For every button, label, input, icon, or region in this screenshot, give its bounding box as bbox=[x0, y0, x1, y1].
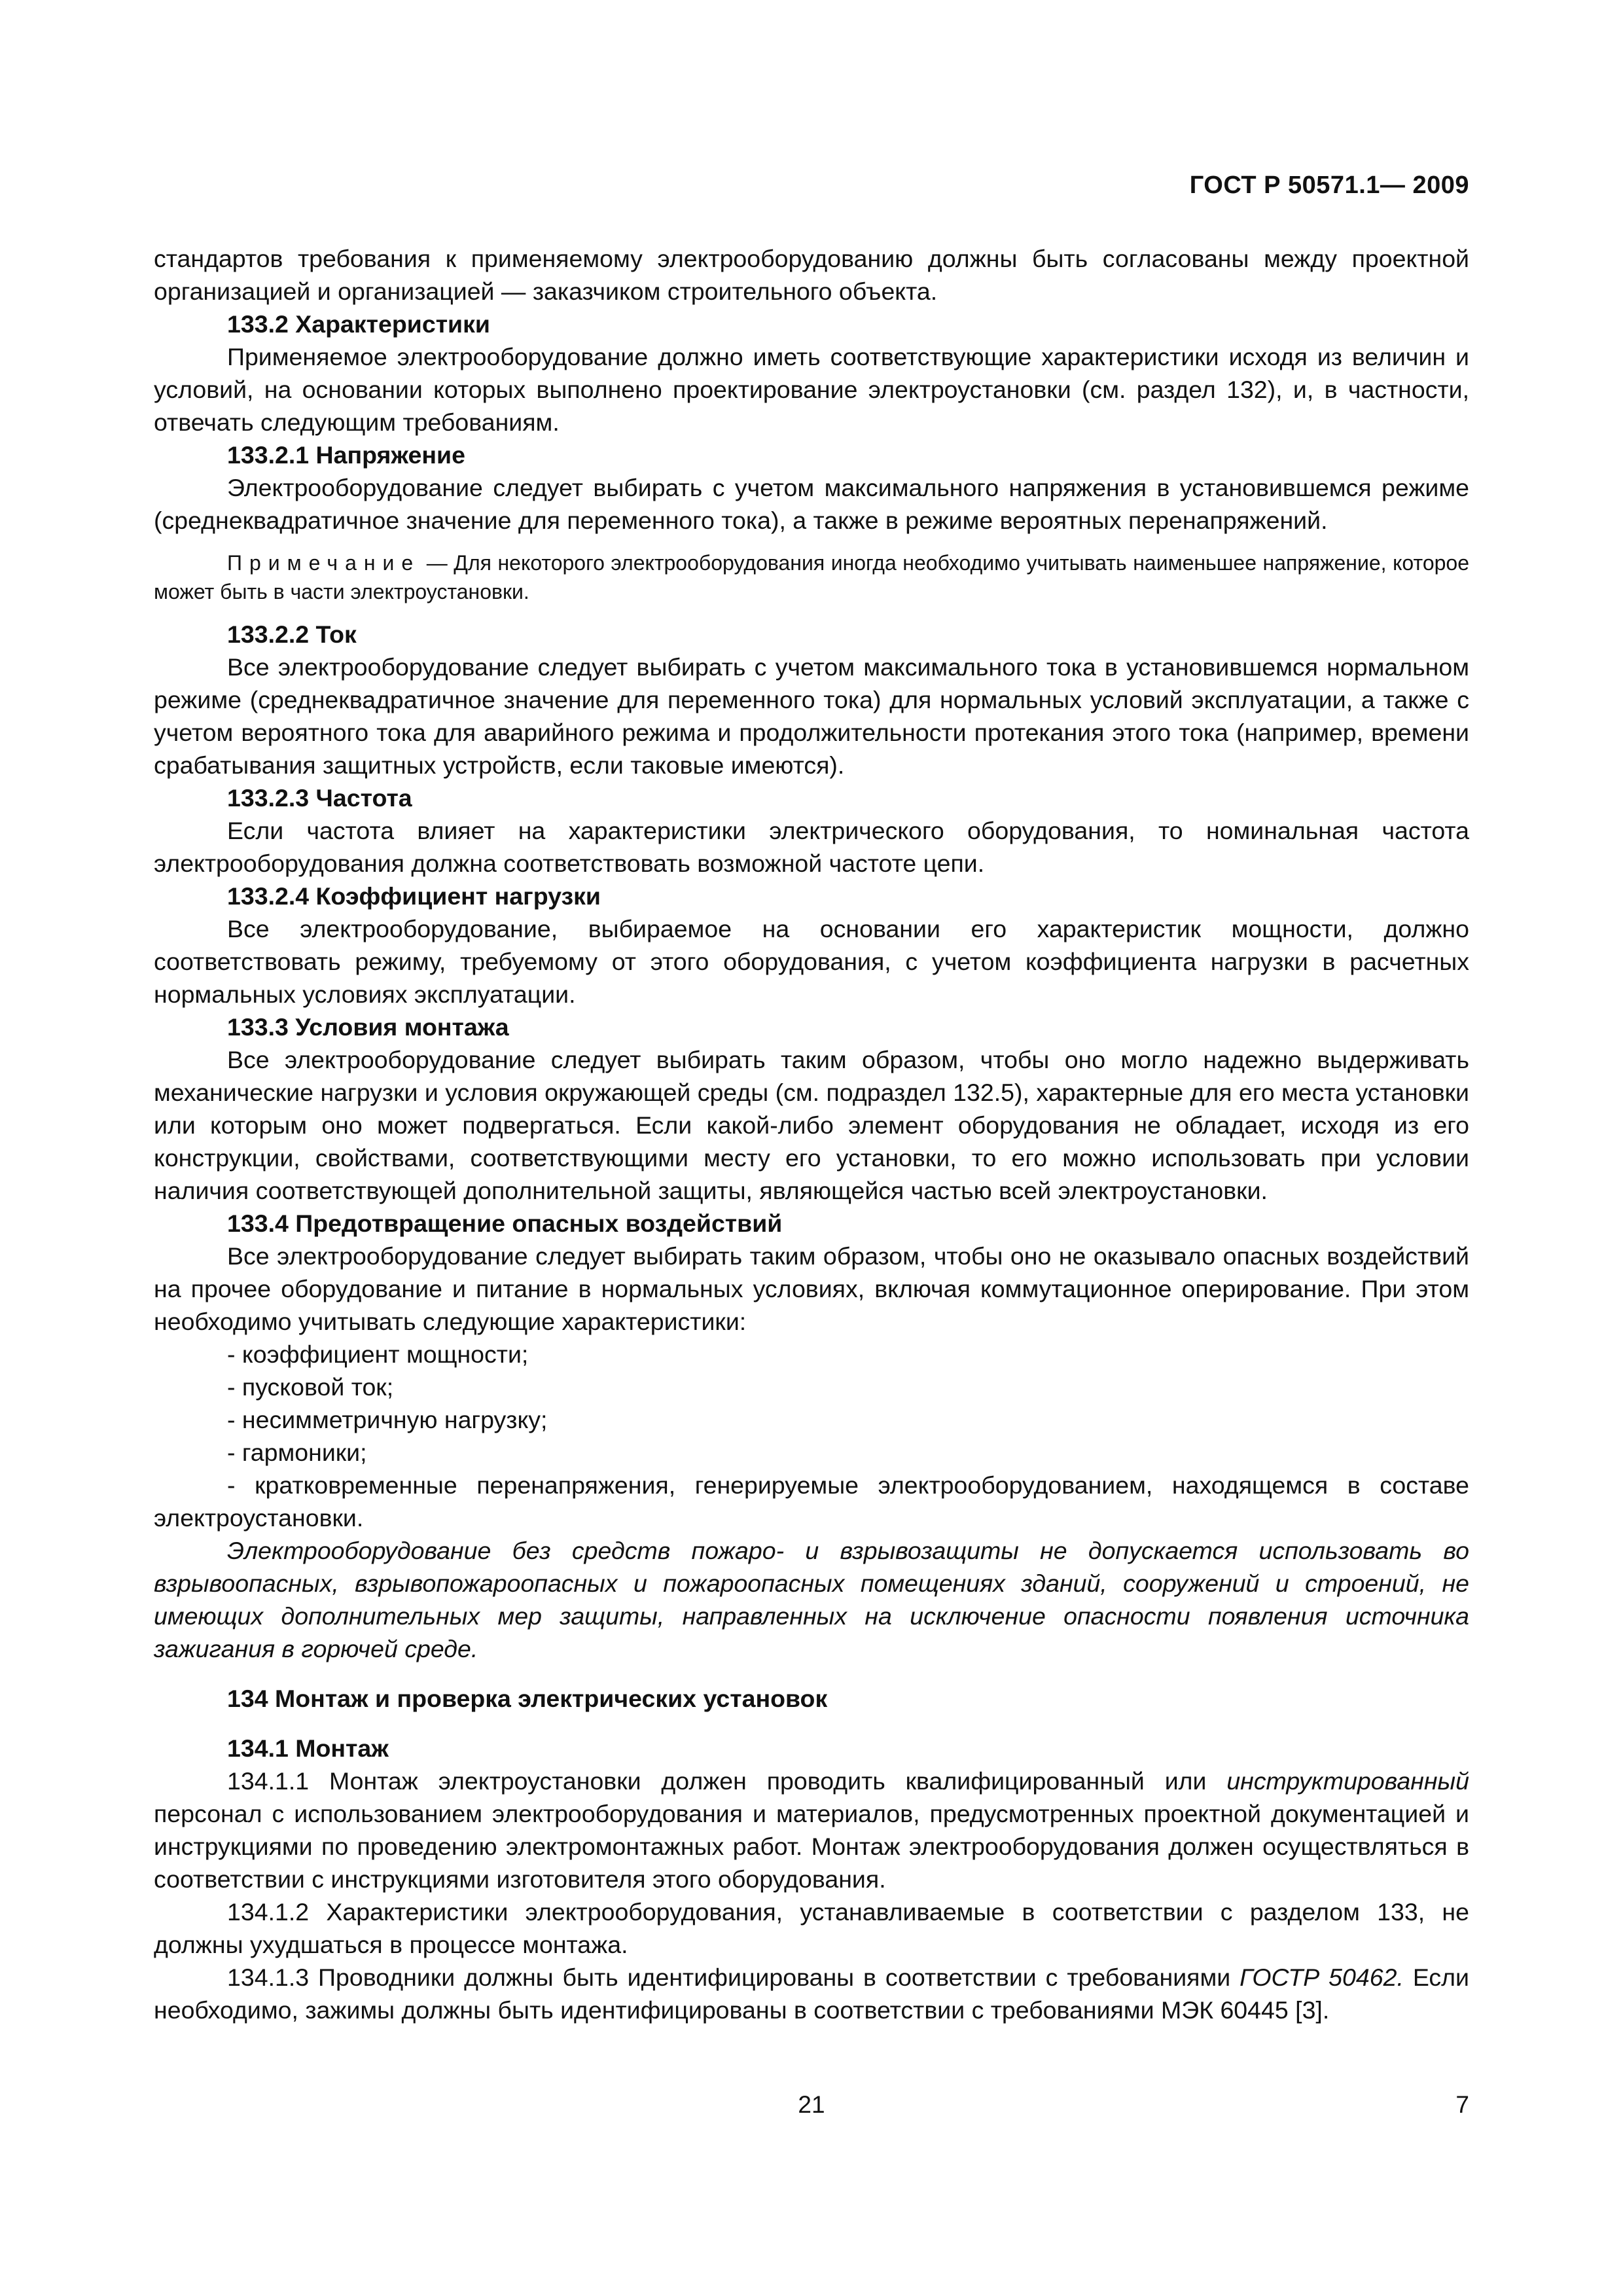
note-label: Примечание bbox=[227, 551, 421, 575]
paragraph-133-2-3: Если частота влияет на характеристики электрического оборудования, то номинальная частота электрооборудования должна соответствовать возможной частоте цепи. bbox=[154, 817, 1469, 877]
note bbox=[154, 548, 1469, 606]
list-item: - пусковой ток; bbox=[227, 1373, 394, 1401]
list-item: - кратковременные перенапряжения, генерируемые электрооборудованием, находящемся в составе электроустановки. bbox=[154, 1471, 1469, 1532]
heading-134: 134 Монтаж и проверка электрических установок bbox=[227, 1685, 828, 1712]
page-number-center: 21 bbox=[798, 2091, 825, 2118]
paragraph-134-1-3 bbox=[154, 1961, 1469, 2026]
page-number-right: 7 bbox=[1455, 2091, 1469, 2118]
text-run: Если необходимо, зажимы должны быть идентифицированы в соответствии с требованиями МЭК 60445 [3]. bbox=[154, 1964, 1469, 2024]
heading-133-2-1: 133.2.1 Напряжение bbox=[227, 441, 465, 469]
list-item: - несимметричную нагрузку; bbox=[227, 1406, 548, 1433]
heading-133-2-3: 133.2.3 Частота bbox=[227, 784, 412, 812]
text-run: персонал с использованием электрооборудования и материалов, предусмотренных проектной документацией и инструкциями по проведению электромонтажных работ. Монтаж электрооборудования должен осуществляться в соответствии с инструкциями изготовителя этого оборудования. bbox=[154, 1800, 1469, 1893]
document-id-header: ГОСТ Р 50571.1— 2009 bbox=[1189, 171, 1469, 199]
list-item: - гармоники; bbox=[227, 1439, 367, 1466]
heading-133-2-2: 133.2.2 Ток bbox=[227, 620, 357, 648]
heading-133-3: 133.3 Условия монтажа bbox=[227, 1013, 509, 1041]
heading-134-1: 134.1 Монтаж bbox=[227, 1734, 389, 1762]
heading-133-2: 133.2 Характеристики bbox=[227, 310, 490, 338]
text-run-italic: инструктированный bbox=[1226, 1767, 1469, 1795]
paragraph-133-2-2: Все электрооборудование следует выбирать с учетом максимального тока в установившемся нормальном режиме (среднеквадратичное значение для переменного тока) для нормальных условий эксплуатации, а также с учетом вероятного тока для аварийного режима и продолжительности протекания этого тока (например, времени срабатывания защитных устройств, если таковые имеются). bbox=[154, 653, 1469, 779]
heading-133-2-4: 133.2.4 Коэффициент нагрузки bbox=[227, 882, 601, 910]
text-run-italic: ГОСТР 50462. bbox=[1240, 1964, 1404, 1991]
paragraph-134-1-1 bbox=[154, 1765, 1469, 1895]
paragraph-italic-requirement: Электрооборудование без средств пожаро- и взрывозащиты не допускается использовать во взрывоопасных, взрывопожароопасных и пожароопасных помещениях зданий, сооружений и строений, не имеющих дополнительных мер защиты, направленных на исключение опасности появления источника зажигания в горючей среде. bbox=[154, 1537, 1469, 1662]
characteristics-list bbox=[154, 1338, 1469, 1534]
paragraph-133-3: Все электрооборудование следует выбирать таким образом, чтобы оно могло надежно выдерживать механические нагрузки и условия окружающей среды (см. подраздел 132.5), характерные для его места установки или которым оно может подвергаться. Если какой-либо элемент оборудования не обладает, исходя из его конструкции, свойствами, соответствующими месту его установки, то его можно использовать при условии наличия соответствующей дополнительной защиты, являющейся частью всей электроустановки. bbox=[154, 1046, 1469, 1204]
document-body bbox=[154, 242, 1469, 2026]
heading-133-4: 133.4 Предотвращение опасных воздействий bbox=[227, 1210, 783, 1237]
text-run: 134.1.3 Проводники должны быть идентифицированы в соответствии с требованиями bbox=[227, 1964, 1240, 1991]
paragraph-133-2: Применяемое электрооборудование должно иметь соответствующие характеристики исходя из величин и условий, на основании которых выполнено проектирование электроустановки (см. раздел 132), и, в частности, отвечать следующим требованиям. bbox=[154, 343, 1469, 436]
paragraph-continuation: стандартов требования к применяемому электрооборудованию должны быть согласованы между проектной организацией и организацией — заказчиком строительного объекта. bbox=[154, 245, 1469, 305]
note-text: — Для некоторого электрооборудования иногда необходимо учитывать наименьшее напряжение, которое может быть в части электроустановки. bbox=[154, 551, 1469, 603]
list-item: - коэффициент мощности; bbox=[227, 1340, 529, 1368]
paragraph-133-2-1: Электрооборудование следует выбирать с учетом максимального напряжения в установившемся режиме (среднеквадратичное значение для переменного тока), а также в режиме вероятных перенапряжений. bbox=[154, 474, 1469, 534]
paragraph-134-1-2: 134.1.2 Характеристики электрооборудования, устанавливаемые в соответствии с разделом 133, не должны ухудшаться в процессе монтажа. bbox=[154, 1898, 1469, 1958]
text-run: 134.1.1 Монтаж электроустановки должен проводить квалифицированный или bbox=[227, 1767, 1227, 1795]
paragraph-133-4: Все электрооборудование следует выбирать таким образом, чтобы оно не оказывало опасных воздействий на прочее оборудование и питание в нормальных условиях, включая коммутационное оперирование. При этом необходимо учитывать следующие характеристики: bbox=[154, 1242, 1469, 1335]
paragraph-133-2-4: Все электрооборудование, выбираемое на основании его характеристик мощности, должно соответствовать режиму, требуемому от этого оборудования, с учетом коэффициента нагрузки в расчетных нормальных условиях эксплуатации. bbox=[154, 915, 1469, 1008]
